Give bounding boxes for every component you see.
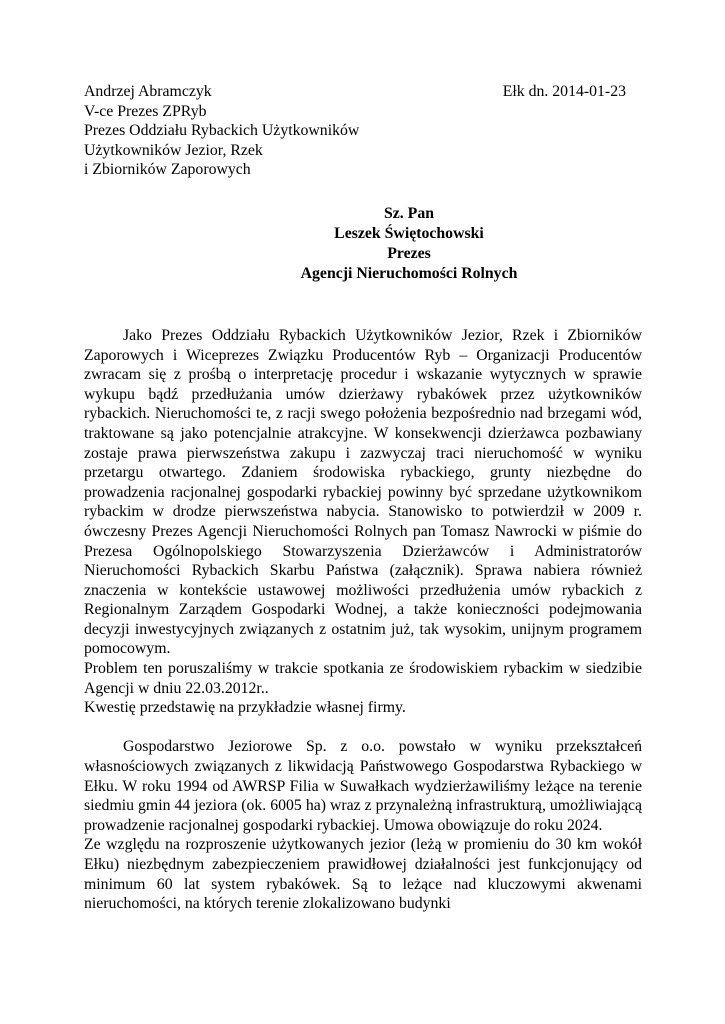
sender-title-2: Prezes Oddziału Rybackich Użytkowników bbox=[84, 122, 360, 140]
paragraph-spacer bbox=[84, 718, 642, 738]
sender-title-3: Użytkowników Jezior, Rzek bbox=[84, 141, 263, 159]
letter-body bbox=[84, 326, 642, 914]
sender-name: Andrzej Abramczyk bbox=[84, 83, 212, 100]
sender-title-4: i Zbiorników Zaporowych bbox=[84, 161, 251, 179]
letter-page bbox=[84, 82, 642, 914]
recipient-block bbox=[84, 204, 642, 284]
paragraph-5: Ze względu na rozproszenie użytkowanych jezior (leżą w promieniu do 30 km wokół Ełku) niezbędnym zabezpieczeniem prawidłowej działalności jest funkcjonujący od minimum 60 lat system rybakówek. Są to leżące nad kluczowymi akwenami nieruchomości, na których terenie zlokalizowano budynki bbox=[84, 836, 642, 913]
recipient-organization: Agencji Nieruchomości Rolnych bbox=[300, 264, 518, 282]
paragraph-3: Kwestię przedstawię na przykładzie własnej firmy. bbox=[84, 699, 406, 717]
paragraph-1: Jako Prezes Oddziału Rybackich Użytkowników Jezior, Rzek i Zbiorników Zaporowych i Wiceprezes Związku Producentów Ryb – Organizacji Producentów zwracam się z prośbą o interpretację procedur i wskazanie wytycznych w sprawie wykupu bądź przedłużania umów dzierżawy rybakówek przez użytkowników rybackich. Nieruchomości te, z racji swego położenia bezpośrednio nad brzegami wód, traktowane są jako potencjalnie atrakcyjne. W konsekwencji dzierżawca pozbawiany zostaje prawa pierwszeństwa zakupu i zazwyczaj traci nieruchomość w wyniku przetargu otwartego. Zdaniem środowiska rybackiego, grunty niezbędne do prowadzenia racjonalnej gospodarki rybackiej powinny być sprzedane użytkownikom rybackim w drodze pierwszeństwa nabycia. Stanowisko to potwierdził w 2009 r. ówczesny Prezes Agencji Nieruchomości Rolnych pan Tomasz Nawrocki w piśmie do Prezesa Ogólnopolskiego Stowarzyszenia Dzierżawców i Administratorów Nieruchomości Rybackich Skarbu Państwa (załącznik). Sprawa nabiera również znaczenia w kontekście ustawowej możliwości przedłużenia umów rybackich z Regionalnym Zarządem Gospodarki Wodnej, a także konieczności podejmowania decyzji inwestycyjnych związanych z ostatnim już, tak wysokim, unijnym programem pomocowym. bbox=[84, 326, 642, 658]
letter-date: Ełk dn. 2014-01-23 bbox=[502, 83, 626, 100]
paragraph-2: Problem ten poruszaliśmy w trakcie spotkania ze środowiskiem rybackim w siedzibie Agencji w dniu 22.03.2012r.. bbox=[84, 660, 642, 697]
sender-title-1: V-ce Prezes ZPRyb bbox=[84, 102, 207, 120]
recipient-position: Prezes bbox=[387, 244, 431, 262]
letter-header bbox=[84, 82, 642, 180]
paragraph-4: Gospodarstwo Jeziorowe Sp. z o.o. powstało w wyniku przekształceń własnościowych związanych z likwidacją Państwowego Gospodarstwa Rybackiego w Ełku. W roku 1994 od AWRSP Filia w Suwałkach wydzierżawiliśmy leżące na terenie siedmiu gmin 44 jeziora (ok. 6005 ha) wraz z przynależną infrastrukturą, umożliwiającą prowadzenie racjonalnej gospodarki rybackiej. Umowa obowiązuje do roku 2024. bbox=[84, 738, 642, 834]
recipient-salutation: Sz. Pan bbox=[383, 204, 435, 222]
recipient-name: Leszek Świętochowski bbox=[334, 224, 484, 242]
